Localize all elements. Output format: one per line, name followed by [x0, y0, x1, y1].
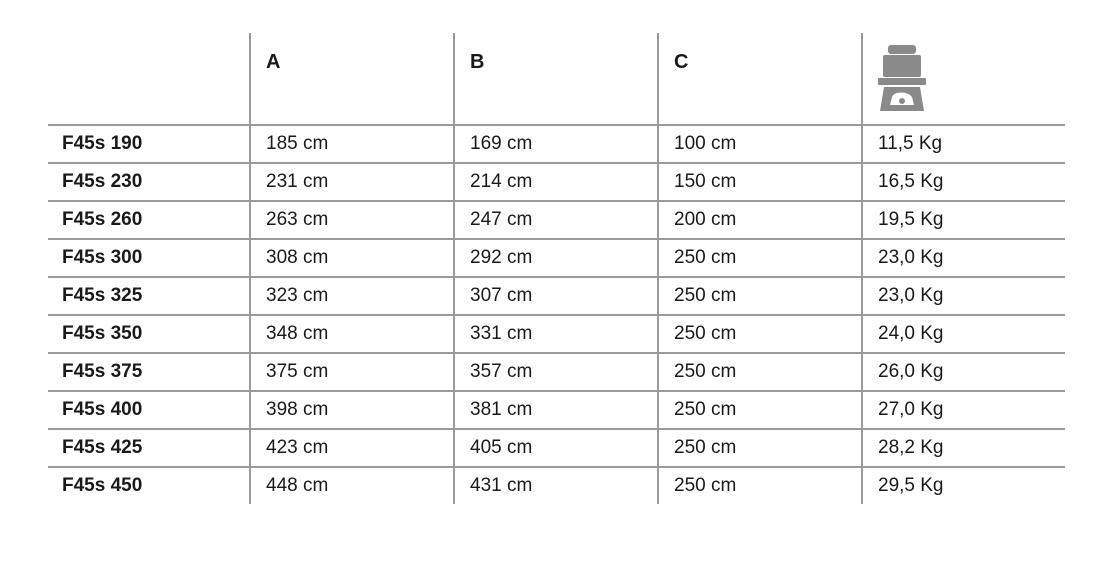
header-model [48, 33, 249, 124]
c-cell: 150 cm [657, 164, 861, 200]
model-cell: F45s 350 [62, 323, 143, 344]
b-cell: 307 cm [453, 278, 657, 314]
b-cell: 357 cm [453, 354, 657, 390]
table-row [48, 468, 1065, 504]
c-cell: 250 cm [657, 278, 861, 314]
b-cell: 431 cm [453, 468, 657, 504]
a-cell: 308 cm [249, 240, 453, 276]
b-cell: 247 cm [453, 202, 657, 238]
c-cell: 100 cm [657, 126, 861, 162]
header-c: C [657, 33, 861, 124]
weight-scale-icon [878, 45, 926, 111]
b-cell: 331 cm [453, 316, 657, 352]
model-cell: F45s 190 [62, 133, 143, 154]
b-cell: 381 cm [453, 392, 657, 428]
c-cell: 250 cm [657, 354, 861, 390]
model-cell: F45s 400 [62, 399, 143, 420]
a-cell: 398 cm [249, 392, 453, 428]
model-cell: F45s 450 [62, 475, 143, 496]
spec-table [48, 33, 1065, 504]
a-cell: 231 cm [249, 164, 453, 200]
weight-cell: 26,0 Kg [861, 354, 1065, 390]
weight-cell: 24,0 Kg [861, 316, 1065, 352]
table-row [48, 240, 1065, 278]
model-cell: F45s 230 [62, 171, 143, 192]
weight-cell: 23,0 Kg [861, 278, 1065, 314]
weight-cell: 19,5 Kg [861, 202, 1065, 238]
c-cell: 250 cm [657, 316, 861, 352]
weight-cell: 23,0 Kg [861, 240, 1065, 276]
weight-cell: 29,5 Kg [861, 468, 1065, 504]
b-cell: 292 cm [453, 240, 657, 276]
weight-cell: 16,5 Kg [861, 164, 1065, 200]
model-cell: F45s 425 [62, 437, 143, 458]
b-cell: 169 cm [453, 126, 657, 162]
weight-cell: 27,0 Kg [861, 392, 1065, 428]
c-cell: 250 cm [657, 240, 861, 276]
a-cell: 448 cm [249, 468, 453, 504]
a-cell: 185 cm [249, 126, 453, 162]
c-cell: 200 cm [657, 202, 861, 238]
table-row [48, 164, 1065, 202]
c-cell: 250 cm [657, 392, 861, 428]
header-weight [861, 33, 1065, 124]
a-cell: 263 cm [249, 202, 453, 238]
b-cell: 214 cm [453, 164, 657, 200]
table-header-row [48, 33, 1065, 126]
table-row [48, 316, 1065, 354]
header-b: B [453, 33, 657, 124]
table-row [48, 202, 1065, 240]
a-cell: 323 cm [249, 278, 453, 314]
c-cell: 250 cm [657, 468, 861, 504]
model-cell: F45s 300 [62, 247, 143, 268]
weight-cell: 28,2 Kg [861, 430, 1065, 466]
table-row [48, 392, 1065, 430]
a-cell: 423 cm [249, 430, 453, 466]
table-row [48, 430, 1065, 468]
a-cell: 375 cm [249, 354, 453, 390]
table-row [48, 278, 1065, 316]
table-row [48, 354, 1065, 392]
weight-cell: 11,5 Kg [861, 126, 1065, 162]
header-a: A [249, 33, 453, 124]
model-cell: F45s 375 [62, 361, 143, 382]
table-row [48, 126, 1065, 164]
b-cell: 405 cm [453, 430, 657, 466]
model-cell: F45s 260 [62, 209, 143, 230]
model-cell: F45s 325 [62, 285, 143, 306]
a-cell: 348 cm [249, 316, 453, 352]
c-cell: 250 cm [657, 430, 861, 466]
